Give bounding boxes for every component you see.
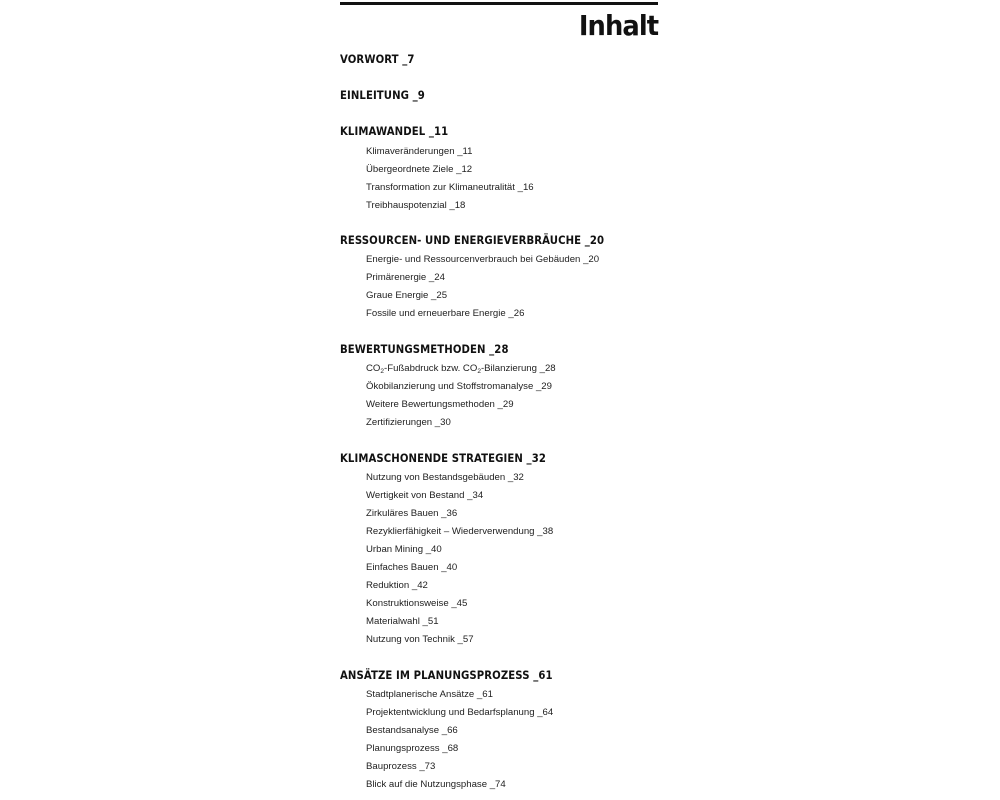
toc-subentry: Energie- und Ressourcenverbrauch bei Gebäuden _20: [366, 254, 600, 265]
toc-subentry: Zirkuläres Bauen _36: [366, 508, 458, 519]
toc-chapter-heading: BEWERTUNGSMETHODEN _28: [340, 342, 509, 356]
toc-subentry: Einfaches Bauen _40: [366, 562, 458, 573]
toc-subentry: Klimaveränderungen _11: [366, 146, 473, 157]
toc-subentry: Blick auf die Nutzungsphase _74: [366, 779, 506, 790]
toc-subentry-text: -Fußabdruck bzw. CO: [384, 363, 478, 374]
toc-subentry: Rezyklierfähigkeit – Wiederverwendung _38: [366, 526, 554, 537]
toc-chapter-heading: RESSOURCEN- UND ENERGIEVERBRÄUCHE _20: [340, 233, 605, 247]
toc-subentry: Materialwahl _51: [366, 616, 439, 627]
toc-subentry: Reduktion _42: [366, 580, 428, 591]
subscript: 2: [477, 368, 481, 375]
toc-subentry: Treibhauspotenzial _18: [366, 200, 466, 211]
toc-subentry: Fossile und erneuerbare Energie _26: [366, 308, 525, 319]
page-title: Inhalt: [578, 9, 658, 42]
toc-subentry: Nutzung von Technik _57: [366, 634, 474, 645]
toc-chapter-heading: KLIMASCHONENDE STRATEGIEN _32: [340, 451, 546, 465]
toc-subentry: Transformation zur Klimaneutralität _16: [366, 182, 534, 193]
toc-subentry: Graue Energie _25: [366, 290, 448, 301]
toc-subentry: Bestandsanalyse _66: [366, 725, 458, 736]
toc-subentry: Wertigkeit von Bestand _34: [366, 490, 484, 501]
toc-subentry: [366, 363, 556, 374]
top-rule: [340, 2, 658, 5]
toc-subentry: Übergeordnete Ziele _12: [366, 164, 473, 175]
toc-subentry: Weitere Bewertungsmethoden _29: [366, 399, 514, 410]
toc-subentry: Planungsprozess _68: [366, 743, 459, 754]
toc-subentry: Stadtplanerische Ansätze _61: [366, 689, 493, 700]
toc-chapter-heading: VORWORT _7: [340, 52, 415, 66]
toc-subentry: Primärenergie _24: [366, 272, 445, 283]
subscript: 2: [380, 368, 385, 375]
toc-subentry: Nutzung von Bestandsgebäuden _32: [366, 472, 524, 483]
toc-chapter-heading: KLIMAWANDEL _11: [340, 124, 449, 138]
toc-chapter-heading: ANSÄTZE IM PLANUNGSPROZESS _61: [340, 668, 553, 682]
toc-subentry-text: CO: [366, 363, 381, 374]
toc-subentry: Projektentwicklung und Bedarfsplanung _64: [366, 707, 554, 718]
toc-subentry: Bauprozess _73: [366, 761, 436, 772]
toc-subentry: Zertifizierungen _30: [366, 417, 451, 428]
toc-subentry: Urban Mining _40: [366, 544, 442, 555]
toc-chapter-heading: EINLEITUNG _9: [340, 88, 425, 102]
toc-subentry: Ökobilanzierung und Stoffstromanalyse _29: [366, 381, 552, 392]
toc-subentry-text: -Bilanzierung _28: [480, 363, 556, 374]
toc-subentry: Konstruktionsweise _45: [366, 598, 468, 609]
